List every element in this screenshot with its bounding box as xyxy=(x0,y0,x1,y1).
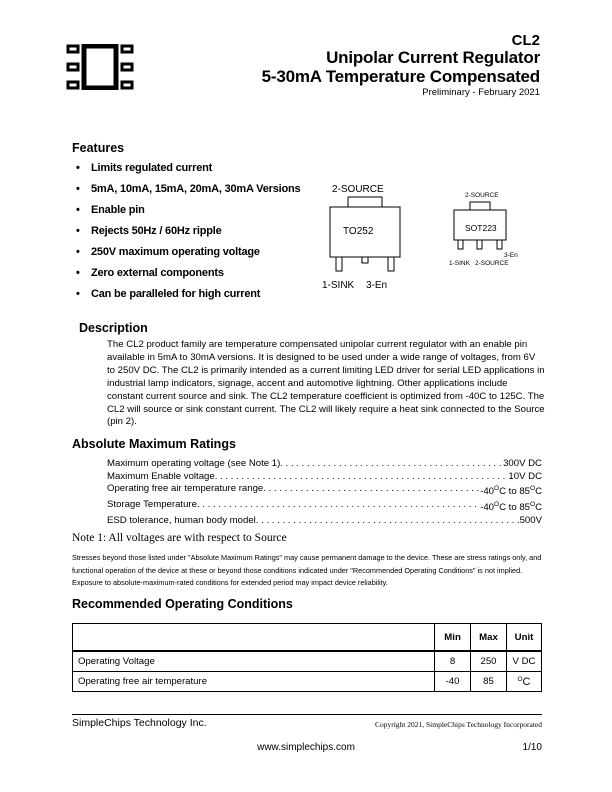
bullet-icon: • xyxy=(76,246,80,258)
amr-value: $-40^OC$ to $85^OC$ xyxy=(480,501,542,514)
feature-text: Enable pin xyxy=(91,204,145,216)
footer-divider xyxy=(72,714,542,715)
feature-item xyxy=(76,265,300,286)
feature-text: Limits regulated current xyxy=(91,162,213,174)
amr-row xyxy=(107,499,542,515)
doc-title-line1: Unipolar Current Regulator xyxy=(326,48,540,67)
amr-value: $-40^OC$ to $85^OC$ xyxy=(480,485,542,498)
roc-col-max: Max xyxy=(471,624,507,652)
roc-header-row xyxy=(73,624,542,652)
feature-item xyxy=(76,286,300,307)
doc-title-line2: 5-30mA Temperature Compensated xyxy=(261,67,540,86)
feature-item xyxy=(76,181,300,202)
to252-pin3-label: 3-En xyxy=(366,280,388,291)
dot-leader xyxy=(280,458,503,471)
roc-max: 250 xyxy=(471,651,507,672)
footer-copyright: Copyright 2021, SimpleChips Technology Incorporated xyxy=(374,720,542,729)
amr-label: Maximum Enable voltage xyxy=(107,470,215,482)
roc-col-unit: Unit xyxy=(507,624,542,652)
sot223-package-name: SOT223 xyxy=(465,223,497,233)
description-body: The CL2 product family are temperature compensated unipolar current regulator with an enable pin available in 5mA to 30mA versions. It is designed to be used under a wide range of voltages, from 6V to 250V DC. The CL2 is primarily intended as a current limiting LED driver for serial LED applications in industrial lamp indicators, signage, accent and automotive lightning. Other applications include constant current source and sink. The CL2 temperature coefficient is optimized from -40C to 125C. The CL2 will source or sink constant current. The CL2 will likely require a heat sink connected to the Source (pin 2). xyxy=(107,339,545,428)
to252-pin1-label: 1-SINK xyxy=(322,280,355,291)
footer-company: SimpleChips Technology Inc. xyxy=(72,717,207,729)
degree-symbol: O xyxy=(530,501,536,509)
footer-url[interactable]: www.simplechips.com xyxy=(257,742,355,753)
bullet-icon: • xyxy=(76,267,80,279)
bullet-icon: • xyxy=(76,183,80,195)
degree-symbol: O xyxy=(530,485,536,493)
roc-heading: Recommended Operating Conditions xyxy=(72,597,293,611)
amr-value: 10V DC xyxy=(508,470,542,482)
feature-item xyxy=(76,223,300,244)
dot-leader xyxy=(197,499,480,515)
roc-col-min: Min xyxy=(435,624,471,652)
amr-list xyxy=(107,458,542,528)
dot-leader xyxy=(263,483,480,499)
logo-chip-icon xyxy=(66,44,134,90)
to252-package-icon xyxy=(320,196,410,286)
dot-leader xyxy=(215,471,509,484)
sot223-tab-label: 2-SOURCE xyxy=(465,192,499,199)
amr-heading: Absolute Maximum Ratings xyxy=(72,437,236,451)
amr-value: 300V DC xyxy=(503,458,542,469)
amr-row xyxy=(107,458,542,471)
to252-tab-label: 2-SOURCE xyxy=(332,184,384,195)
stress-notice: Stresses beyond those listed under "Absolute Maximum Ratings" may cause permanent damage to the device. These are stress ratings only, and functional operation of the device at these or beyond those conditions indicated under "Recommended Operating Conditions" is not implied. Exposure to absolute-maximum-rated conditions for extended period may impact device reliability. xyxy=(72,553,542,588)
feature-text: Zero external components xyxy=(91,267,224,279)
bullet-icon: • xyxy=(76,288,80,300)
feature-text: Rejects 50Hz / 60Hz ripple xyxy=(91,225,222,237)
table-row xyxy=(73,651,542,672)
degree-symbol: O xyxy=(494,485,500,493)
doc-subtitle: Preliminary - February 2021 xyxy=(422,87,540,98)
page-number: 1/10 xyxy=(522,742,542,753)
amr-row xyxy=(107,471,542,484)
sot223-pin2-label: 2-SOURCE xyxy=(475,260,509,267)
description-heading: Description xyxy=(79,321,148,335)
feature-text: 250V maximum operating voltage xyxy=(91,246,260,258)
roc-min: -40 xyxy=(435,672,471,692)
degree-symbol: O xyxy=(517,675,523,683)
roc-max: 85 xyxy=(471,672,507,692)
table-row xyxy=(73,672,542,692)
bullet-icon: • xyxy=(76,225,80,237)
feature-item xyxy=(76,160,300,181)
amr-label: Storage Temperature xyxy=(107,499,197,511)
feature-item xyxy=(76,202,300,223)
roc-min: 8 xyxy=(435,651,471,672)
note-1: Note 1: All voltages are with respect to Source xyxy=(72,532,287,544)
bullet-icon: • xyxy=(76,204,80,216)
roc-param: Operating free air temperature xyxy=(73,672,435,692)
sot223-pin3-label: 3-En xyxy=(504,252,518,259)
part-number: CL2 xyxy=(511,32,540,49)
roc-col-param xyxy=(73,624,435,652)
amr-row xyxy=(107,515,542,528)
amr-row xyxy=(107,483,542,499)
roc-unit: $^O$C xyxy=(507,672,542,692)
feature-item xyxy=(76,244,300,265)
features-list xyxy=(76,160,300,307)
roc-unit: V DC xyxy=(507,651,542,672)
roc-table xyxy=(72,623,542,692)
amr-value: 500V xyxy=(519,514,542,526)
feature-text: Can be paralleled for high current xyxy=(91,288,261,300)
sot223-pin1-label: 1-SINK xyxy=(449,260,470,267)
feature-text: 5mA, 10mA, 15mA, 20mA, 30mA Versions xyxy=(91,183,301,195)
to252-package-name: TO252 xyxy=(343,226,374,237)
amr-label: ESD tolerance, human body model xyxy=(107,514,256,526)
dot-leader xyxy=(256,515,520,528)
degree-symbol: O xyxy=(494,501,500,509)
bullet-icon: • xyxy=(76,162,80,174)
roc-param: Operating Voltage xyxy=(73,651,435,672)
amr-label: Operating free air temperature range xyxy=(107,483,264,495)
amr-label: Maximum operating voltage (see Note 1) xyxy=(107,458,281,469)
features-heading: Features xyxy=(72,141,125,155)
